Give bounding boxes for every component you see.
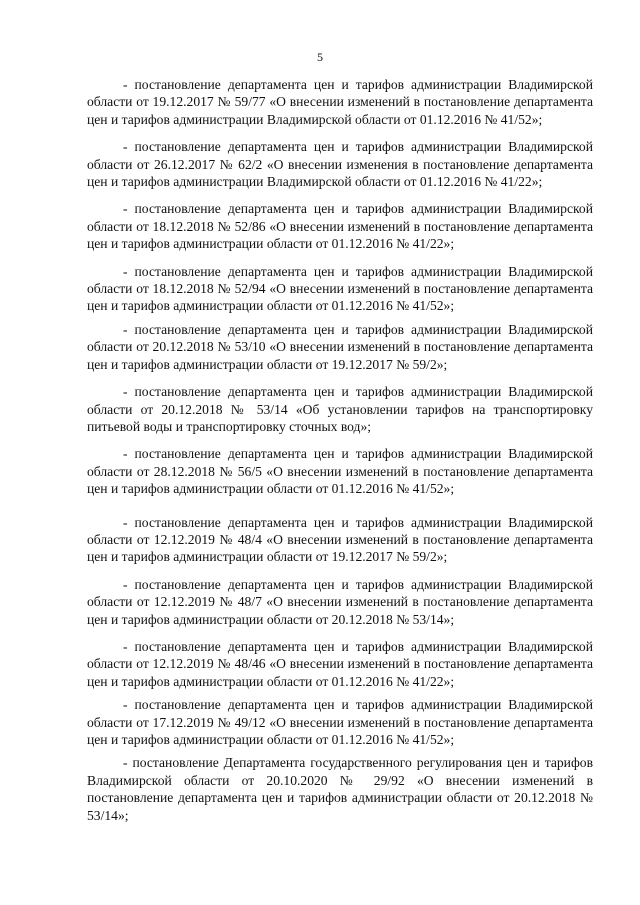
list-item: - постановление департамента цен и тарифов администрации Владимирской области от 20.12.2018 № 53/10 «О внесении изменений в постановление департамента цен и тарифов администрации области от 19.12.2017 № 59/2»; <box>87 321 593 372</box>
list-item: - постановление департамента цен и тарифов администрации Владимирской области от 28.12.2018 № 56/5 «О внесении изменений в постановление департамента цен и тарифов администрации области от 01.12.2016 № 41/52»; <box>87 446 593 497</box>
list-item: - постановление департамента цен и тарифов администрации Владимирской области от 17.12.2019 № 49/12 «О внесении изменений в постановление департамента цен и тарифов администрации области от 01.12.2016 № 41/52»; <box>87 697 593 747</box>
list-item: - постановление департамента цен и тарифов администрации Владимирской области от 18.12.2018 № 52/86 «О внесении изменений в постановление департамента цен и тарифов администрации области от 01.12.2016 № 41/22»; <box>87 201 593 252</box>
list-item: - постановление департамента цен и тарифов администрации Владимирской области от 19.12.2017 № 59/77 «О внесении изменений в постановление департамента цен и тарифов администрации Владимирской области от 01.12.2016 № 41/52»; <box>87 77 593 127</box>
list-item: - постановление департамента цен и тарифов администрации Владимирской области от 12.12.2019 № 48/7 «О внесении изменений в постановление департамента цен и тарифов администрации области от 20.12.2018 № 53/14»; <box>87 576 593 627</box>
list-item: - постановление департамента цен и тарифов администрации Владимирской области от 20.12.2018 № 53/14 «Об установлении тарифов на транспортировку питьевой воды и транспортировку сточных вод»; <box>87 384 593 434</box>
list-item: - постановление Департамента государственного регулирования цен и тарифов Владимирской области от 20.10.2020 № 29/92 «О внесении изменений в постановление департамента цен и тарифов администрации области от 20.12.2018 № 53/14»; <box>87 755 593 823</box>
list-item: - постановление департамента цен и тарифов администрации Владимирской области от 18.12.2018 № 52/94 «О внесении изменений в постановление департамента цен и тарифов администрации области от 01.12.2016 № 41/52»; <box>87 263 593 314</box>
page-number: 5 <box>317 50 323 64</box>
list-item: - постановление департамента цен и тарифов администрации Владимирской области от 12.12.2019 № 48/46 «О внесении изменений в постановление департамента цен и тарифов администрации области от 01.12.2016 № 41/22»; <box>87 638 593 689</box>
document-body <box>87 76 593 836</box>
list-item: - постановление департамента цен и тарифов администрации Владимирской области от 12.12.2019 № 48/4 «О внесении изменений в постановление департамента цен и тарифов администрации области от 19.12.2017 № 59/2»; <box>87 514 593 565</box>
list-item: - постановление департамента цен и тарифов администрации Владимирской области от 26.12.2017 № 62/2 «О внесении изменения в постановление департамента цен и тарифов администрации Владимирской области от 01.12.2016 № 41/22»; <box>87 139 593 190</box>
